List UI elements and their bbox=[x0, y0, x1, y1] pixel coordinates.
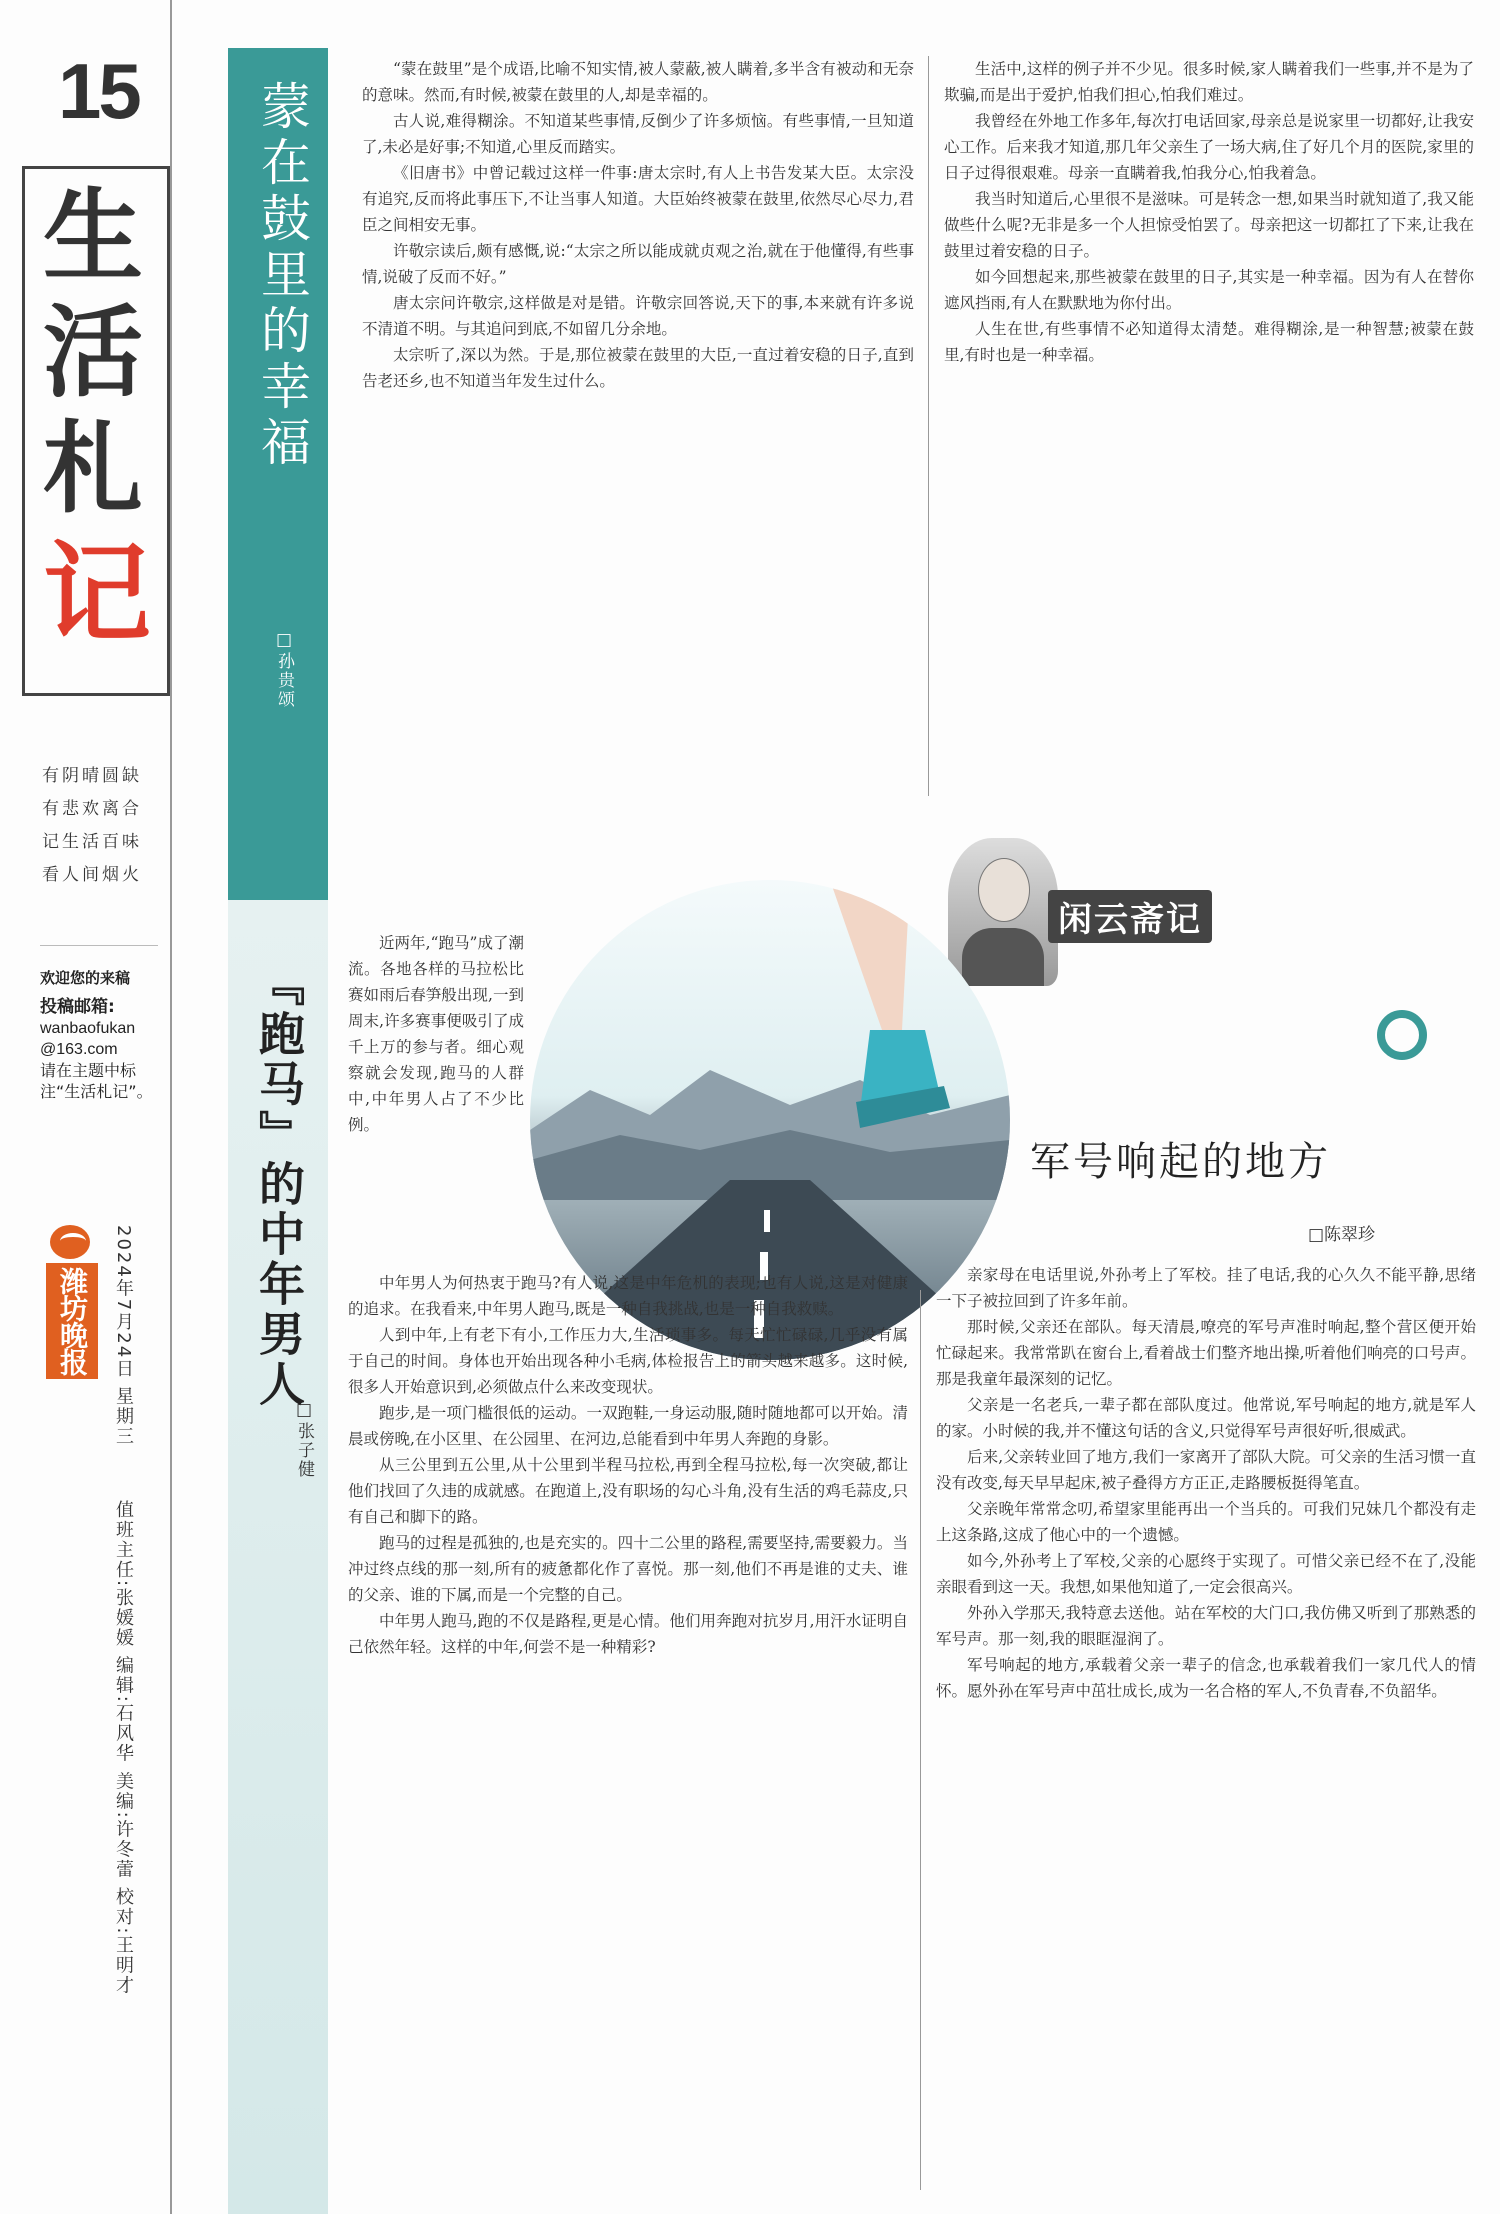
paragraph: 亲家母在电话里说,外孙考上了军校。挂了电话,我的心久久不能平静,思绪一下子被拉回到了许多年前。 bbox=[936, 1266, 1476, 1310]
paragraph: 中年男人跑马,跑的不仅是路程,更是心情。他们用奔跑对抗岁月,用汗水证明自己依然年轻。这样的中年,何尝不是一种精彩? bbox=[348, 1612, 908, 1656]
paragraph: 如今回想起来,那些被蒙在鼓里的日子,其实是一种幸福。因为有人在替你遮风挡雨,有人在默默地为你付出。 bbox=[944, 268, 1474, 312]
paragraph: “蒙在鼓里”是个成语,比喻不知实情,被人蒙蔽,被人瞒着,多半含有被动和无奈的意味。然而,有时候,被蒙在鼓里的人,却是幸福的。 bbox=[362, 60, 914, 104]
article3-body bbox=[936, 1262, 1476, 2192]
article1-body-right bbox=[944, 56, 1474, 796]
sidebar-rule bbox=[40, 945, 158, 946]
paragraph: 许敬宗读后,颇有感慨,说:“太宗之所以能成就贞观之治,就在于他懂得,有些事情,说破了反而不好。” bbox=[362, 242, 914, 286]
paragraph: 人生在世,有些事情不必知道得太清楚。难得糊涂,是一种智慧;被蒙在鼓里,有时也是一种幸福。 bbox=[944, 320, 1474, 364]
paragraph: 中年男人为何热衷于跑马?有人说,这是中年危机的表现;也有人说,这是对健康的追求。在我看来,中年男人跑马,既是一种自我挑战,也是一种自我救赎。 bbox=[348, 1274, 908, 1318]
paragraph: 从三公里到五公里,从十公里到半程马拉松,再到全程马拉松,每一次突破,都让他们找回了久违的成就感。在跑道上,没有职场的勾心斗角,没有生活的鸡毛蒜皮,只有自己和脚下的路。 bbox=[348, 1456, 908, 1526]
article2-author: □张子健 bbox=[294, 1400, 314, 1479]
date-line: 2024年7月24日 星期三 bbox=[113, 1225, 134, 1447]
left-sidebar bbox=[0, 0, 172, 2214]
section-title-char-4: 记 bbox=[43, 531, 152, 657]
paragraph: 唐太宗问许敬宗,这样做是对是错。许敬宗回答说,天下的事,本来就有许多说不清道不明。与其追问到底,不如留几分余地。 bbox=[362, 294, 914, 338]
paper-name: 潍坊晚报 bbox=[46, 1263, 98, 1379]
paragraph: 跑步,是一项门槛很低的运动。一双跑鞋,一身运动服,随时随地都可以开始。清晨或傍晚,在小区里、在公园里、在河边,总能看到中年男人奔跑的身影。 bbox=[348, 1404, 908, 1448]
author-portrait bbox=[948, 838, 1058, 986]
teal-ring-decoration bbox=[1377, 1010, 1427, 1060]
section-title-char-2: 活 bbox=[43, 293, 143, 411]
paragraph: 太宗听了,深以为然。于是,那位被蒙在鼓里的大臣,一直过着安稳的日子,直到告老还乡,也不知道当年发生过什么。 bbox=[362, 346, 914, 390]
paragraph: 我当时知道后,心里很不是滋味。可是转念一想,如果当时就知道了,我又能做些什么呢?无非是多一个人担惊受怕罢了。母亲把这一切都扛了下来,让我在鼓里过着安稳的日子。 bbox=[944, 190, 1474, 260]
paragraph: 如今,外孙考上了军校,父亲的心愿终于实现了。可惜父亲已经不在了,没能亲眼看到这一天。我想,如果他知道了,一定会很高兴。 bbox=[936, 1552, 1476, 1596]
paragraph: 军号响起的地方,承载着父亲一辈子的信念,也承载着我们一家几代人的情怀。愿外孙在军号声中茁壮成长,成为一名合格的军人,不负青春,不负韶华。 bbox=[936, 1656, 1476, 1700]
article2-intro bbox=[348, 930, 524, 1270]
submission-email: wanbaofukan @163.com bbox=[40, 1020, 136, 1058]
submission-note: 请在主题中标注“生活札记”。 bbox=[40, 1061, 153, 1101]
paragraph: 《旧唐书》中曾记载过这样一件事:唐太宗时,有人上书告发某大臣。太宗没有追究,反而将此事压下,不让当事人知道。大臣始终被蒙在鼓里,依然尽心尽力,君臣之间相安无事。 bbox=[362, 164, 914, 234]
paragraph: 我曾经在外地工作多年,每次打电话回家,母亲总是说家里一切都好,让我安心工作。后来我才知道,那几年父亲生了一场大病,住了好几个月的医院,家里的日子过得很艰难。母亲一直瞒着我,怕我分心,怕我着急。 bbox=[944, 112, 1474, 182]
sidebar-vrule bbox=[170, 0, 172, 2214]
slogan-line: 有阴晴圆缺 bbox=[42, 766, 142, 786]
section-title-char-3: 札 bbox=[43, 409, 143, 527]
column-divider bbox=[928, 56, 929, 796]
page-number: 15 bbox=[58, 47, 139, 135]
slogan-line: 有悲欢离合 bbox=[42, 799, 142, 819]
paragraph: 近两年,“跑马”成了潮流。各地各样的马拉松比赛如雨后春笋般出现,一到周末,许多赛事便吸引了成千上万的参与者。细心观察就会发现,跑马的人群中,中年男人占了不少比例。 bbox=[348, 934, 524, 1134]
paragraph: 后来,父亲转业回了地方,我们一家离开了部队大院。可父亲的生活习惯一直没有改变,每天早早起床,被子叠得方方正正,走路腰板挺得笔直。 bbox=[936, 1448, 1476, 1492]
submission-welcome: 欢迎您的来稿 bbox=[40, 969, 131, 987]
article1-body-left bbox=[362, 56, 914, 816]
article2-body bbox=[348, 1270, 908, 2190]
paragraph: 父亲晚年常常念叨,希望家里能再出一个当兵的。可我们兄妹几个都没有走上这条路,这成了他心中的一个遗憾。 bbox=[936, 1500, 1476, 1544]
article3-title: 军号响起的地方 bbox=[1030, 1139, 1331, 1185]
paragraph: 外孙入学那天,我特意去送他。站在军校的大门口,我仿佛又听到了那熟悉的军号声。那一刻,我的眼眶湿润了。 bbox=[936, 1604, 1476, 1648]
article3-author: □陈翠珍 bbox=[1308, 1225, 1376, 1245]
paper-logo-icon bbox=[50, 1225, 90, 1259]
paragraph: 父亲是一名老兵,一辈子都在部队度过。他常说,军号响起的地方,就是军人的家。小时候的我,并不懂这句话的含义,只觉得军号声很好听,很威武。 bbox=[936, 1396, 1476, 1440]
section-title-char-1: 生 bbox=[43, 177, 143, 295]
paragraph: 生活中,这样的例子并不少见。很多时候,家人瞒着我们一些事,并不是为了欺骗,而是出于爱护,怕我们担心,怕我们难过。 bbox=[944, 60, 1474, 104]
slogan-line: 记生活百味 bbox=[42, 832, 142, 852]
paragraph: 那时候,父亲还在部队。每天清晨,嘹亮的军号声准时响起,整个营区便开始忙碌起来。我常常趴在窗台上,看着战士们整齐地出操,听着他们响亮的口号声。那是我童年最深刻的记忆。 bbox=[936, 1318, 1476, 1388]
article2-title: 『跑马』的中年男人 bbox=[252, 960, 306, 1410]
paper-logo bbox=[46, 1225, 98, 1379]
article1-title: 蒙在鼓里的幸福 bbox=[253, 80, 311, 472]
section-title-box bbox=[22, 166, 170, 696]
slogan-line: 看人间烟火 bbox=[42, 865, 142, 885]
paragraph: 人到中年,上有老下有小,工作压力大,生活琐事多。每天忙忙碌碌,几乎没有属于自己的时间。身体也开始出现各种小毛病,体检报告上的箭头越来越多。这时候,很多人开始意识到,必须做点什么来改变现状。 bbox=[348, 1326, 908, 1396]
paragraph: 跑马的过程是孤独的,也是充实的。四十二公里的路程,需要坚持,需要毅力。当冲过终点线的那一刻,所有的疲惫都化作了喜悦。那一刻,他们不再是谁的丈夫、谁的父亲、谁的下属,而是一个完整的自己。 bbox=[348, 1534, 908, 1604]
article1-author: □孙贵颂 bbox=[274, 630, 294, 709]
column-badge bbox=[948, 838, 1248, 988]
staff-line: 值班主任:张媛媛 编辑:石风华 美编:许冬蕾 校对:王明才 bbox=[113, 1500, 134, 1996]
column-divider bbox=[920, 1290, 921, 2190]
submission-label: 投稿邮箱: bbox=[40, 997, 115, 1017]
column-badge-name: 闲云斋记 bbox=[1048, 890, 1212, 943]
submission-block bbox=[40, 968, 165, 1102]
paragraph: 古人说,难得糊涂。不知道某些事情,反倒少了许多烦恼。有些事情,一旦知道了,未必是好事;不知道,心里反而踏实。 bbox=[362, 112, 914, 156]
slogan-block bbox=[42, 760, 142, 892]
